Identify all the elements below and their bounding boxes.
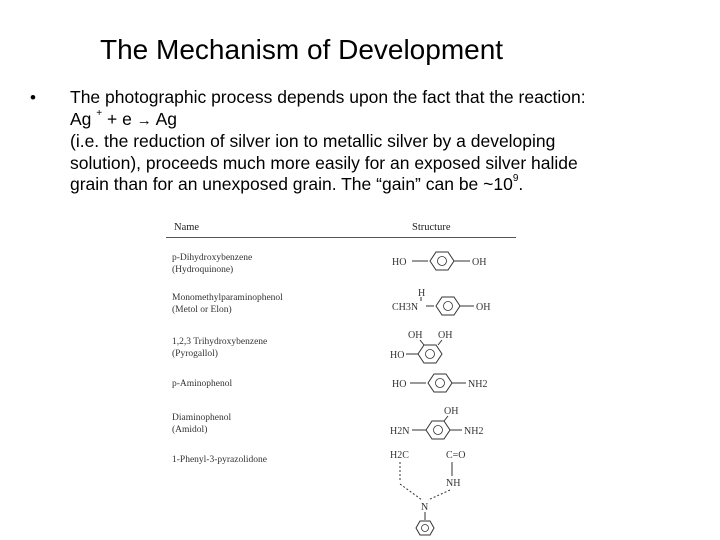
amino-left-label: HO	[392, 379, 407, 390]
slide-title: The Mechanism of Development	[100, 34, 504, 65]
pyro-top2-label: OH	[438, 330, 453, 341]
table-row-amidol	[172, 412, 231, 436]
metol-structure	[390, 286, 520, 316]
phenidone-h2c-label: H2C	[390, 450, 409, 461]
row-alias: (Pyrogallol)	[172, 349, 218, 359]
paragraph-line-4: solution), proceeds much more easily for an exposed silver halide	[70, 152, 578, 173]
reaction-silver: Ag	[70, 108, 92, 129]
reaction-electron: + e	[107, 108, 132, 129]
row-name: Diaminophenol	[172, 413, 232, 423]
reaction-equation	[70, 109, 710, 132]
amino-right-label: NH2	[468, 379, 488, 390]
table-row-aminophenol	[172, 378, 232, 390]
pyro-top1-label: OH	[408, 330, 423, 341]
table-header-name: Name	[174, 222, 200, 233]
gain-text: grain than for an unexposed grain. The “gain” can be ~10	[70, 174, 513, 194]
row-alias: (Amidol)	[172, 425, 208, 435]
phenidone-structure	[390, 448, 520, 540]
amidol-right-label: NH2	[464, 426, 484, 437]
table-row-phenidone	[172, 454, 267, 466]
phenidone-n-label: N	[421, 502, 429, 513]
hydroquinone-structure	[390, 248, 510, 274]
row-name: Monomethylparaminophenol	[172, 293, 283, 303]
paragraph-line-5	[70, 174, 710, 196]
table-row-metol	[172, 292, 283, 316]
metol-right-label: OH	[476, 302, 491, 313]
bullet-paragraph	[70, 87, 710, 196]
developer-structures-table	[160, 218, 520, 540]
reaction-product: Ag	[155, 108, 178, 129]
row-name: 1-Phenyl-3-pyrazolidone	[172, 455, 267, 465]
pyro-left-label: HO	[390, 350, 405, 361]
gain-exponent: 9	[512, 173, 519, 184]
gain-period: .	[518, 174, 524, 194]
right-arrow-icon: →	[136, 111, 152, 129]
table-row-hydroquinone	[172, 252, 252, 276]
amidol-structure	[390, 404, 520, 440]
row-name: 1,2,3 Trihydroxybenzene	[172, 337, 268, 347]
pyrogallol-structure	[390, 328, 510, 364]
aminophenol-structure	[390, 370, 520, 396]
metol-h-label: H	[418, 288, 426, 299]
row-alias: (Metol or Elon)	[172, 305, 232, 315]
table-header-structure: Structure	[412, 222, 451, 233]
metol-left-label: CH3N	[392, 302, 419, 313]
amidol-top-label: OH	[444, 406, 459, 417]
amidol-left-label: H2N	[390, 426, 410, 437]
phenidone-nh-label: NH	[446, 478, 461, 489]
paragraph-line-3: (i.e. the reduction of silver ion to metallic silver by a developing	[70, 131, 556, 151]
row-name: p-Aminophenol	[172, 379, 233, 389]
paragraph-line-1: The photographic process depends upon the fact that the reaction:	[70, 87, 586, 107]
reaction-charge: +	[96, 107, 103, 119]
bullet-point: •	[30, 88, 36, 107]
hq-left-label: HO	[392, 257, 407, 268]
hq-right-label: OH	[472, 257, 487, 268]
table-row-pyrogallol	[172, 336, 267, 360]
table-header-rule	[166, 237, 516, 238]
row-alias: (Hydroquinone)	[172, 265, 234, 275]
phenidone-co-label: C=O	[446, 450, 466, 461]
row-name: p-Dihydroxybenzene	[172, 253, 253, 263]
